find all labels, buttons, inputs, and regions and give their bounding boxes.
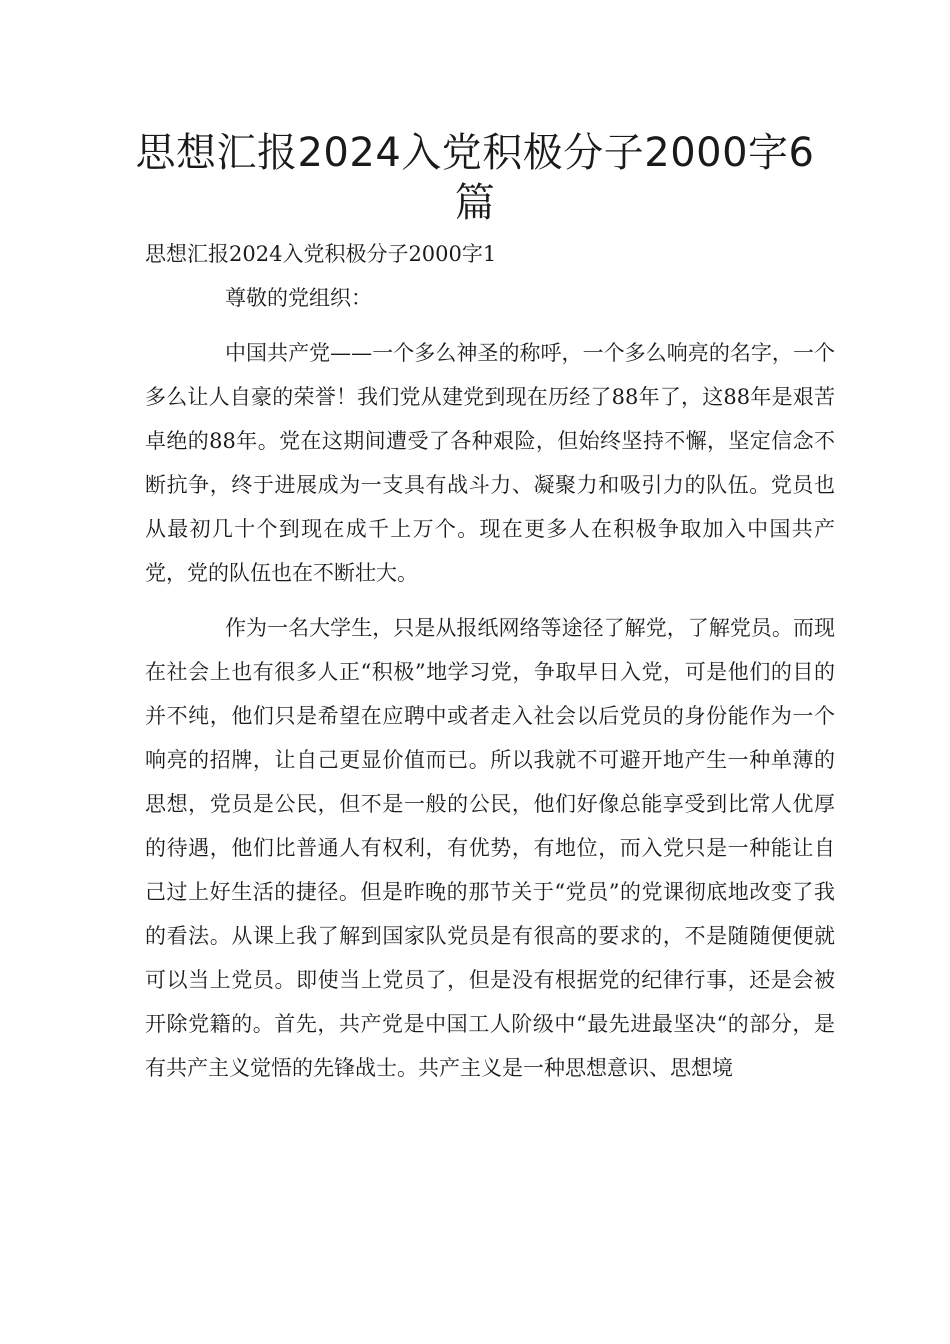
paragraph-2: 作为一名大学生，只是从报纸网络等途径了解党，了解党员。而现在社会上也有很多人正“积极”地学习党，争取早日入党，可是他们的目的并不纯，他们只是希望在应聘中或者走入社会以后党员的身份能作为一个响亮的招牌，让自己更显价值而已。所以我就不可避开地产生一种单薄的思想，党员是公民，但不是一般的公民，他们好像总能享受到比常人优厚的待遇，他们比普通人有权利，有优势，有地位，而入党只是一种能让自己过上好生活的捷径。但是昨晚的那节关于“党员”的党课彻底地改变了我的看法。从课上我了解到国家队党员是有很高的要求的，不是随随便便就可以当上党员。即使当上党员了，但是没有根据党的纪律行事，还是会被开除党籍的。首先，共产党是中国工人阶级中“最先进最坚决“的部分，是有共产主义觉悟的先锋战士。共产主义是一种思想意识、思想境 [145,616,835,1080]
document-title: 思想汇报2024入党积极分子2000字6篇 [135,130,815,226]
salutation: 尊敬的党组织： [225,286,372,310]
section-heading: 思想汇报2024入党积极分子2000字1 [145,242,497,266]
document-body [145,232,835,1101]
paragraph-1: 中国共产党——一个多么神圣的称呼，一个多么响亮的名字，一个多么让人自豪的荣誉！我们党从建党到现在历经了88年了，这88年是艰苦卓绝的88年。党在这期间遭受了各种艰险，但始终坚持不懈，坚定信念不断抗争，终于进展成为一支具有战斗力、凝聚力和吸引力的队伍。党员也从最初几十个到现在成千上万个。现在更多人在积极争取加入中国共产党，党的队伍也在不断壮大。 [145,341,835,585]
